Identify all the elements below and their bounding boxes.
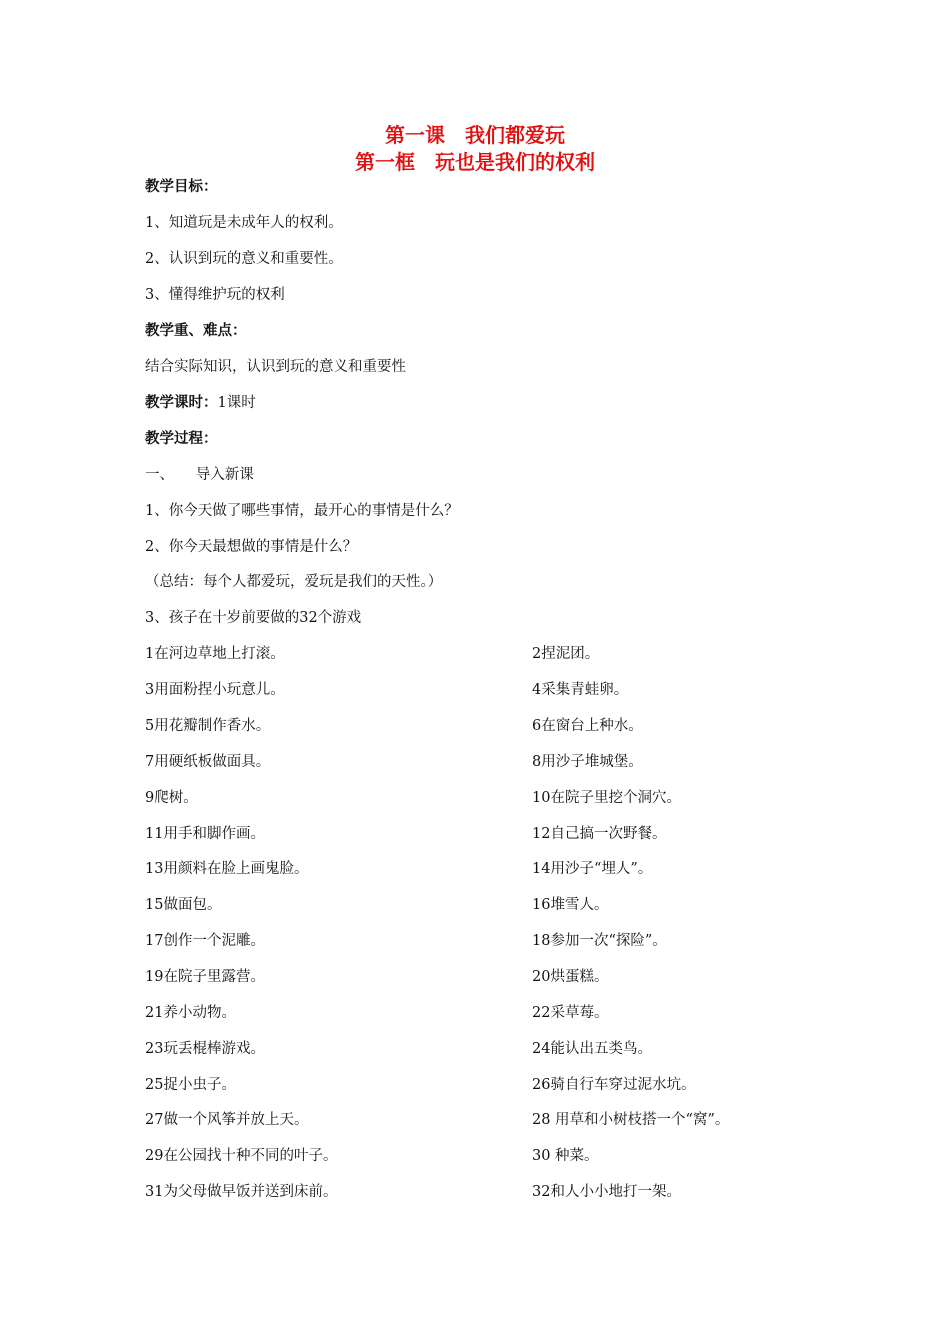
game-item: 1在河边草地上打滚。 [145,646,285,662]
game-item: 12自己搞一次野餐。 [532,826,667,842]
game-item: 2捏泥团。 [532,646,600,662]
game-item: 26骑自行车穿过泥水坑。 [532,1077,696,1093]
game-item: 11用手和脚作画。 [145,826,265,842]
key-points-text: 结合实际知识，认识到玩的意义和重要性 [145,359,406,375]
key-points-heading: 教学重、难点： [145,322,247,339]
game-item: 7用硬纸板做面具。 [145,754,271,770]
game-item: 31为父母做早饭并送到床前。 [145,1184,338,1200]
game-item: 13用颜料在脸上画鬼脸。 [145,861,309,877]
class-hours-label: 教学课时： [145,394,218,411]
game-item: 22采草莓。 [532,1005,609,1021]
game-item: 19在院子里露营。 [145,969,265,985]
question-1: 1、你今天做了哪些事情，最开心的事情是什么？ [145,503,459,519]
game-item: 32和人小小地打一架。 [532,1184,681,1200]
section-title: 第一框 玩也是我们的权利 [355,150,595,174]
game-item: 20烘蛋糕。 [532,969,609,985]
question-2: 2、你今天最想做的事情是什么？ [145,539,358,555]
game-item: 17创作一个泥雕。 [145,933,265,949]
goal-item: 2、认识到玩的意义和重要性。 [145,251,343,267]
goals-heading: 教学目标： [145,178,218,195]
game-item: 28 用草和小树枝搭一个“窝”。 [532,1112,730,1128]
game-item: 10在院子里挖个洞穴。 [532,790,681,806]
game-item: 4采集青蛙卵。 [532,682,629,698]
game-item: 14用沙子“埋人”。 [532,861,653,877]
goal-item: 1、知道玩是未成年人的权利。 [145,215,343,231]
game-item: 16堆雪人。 [532,897,609,913]
game-item: 24能认出五类鸟。 [532,1041,652,1057]
game-item: 5用花瓣制作香水。 [145,718,271,734]
game-item: 25捉小虫子。 [145,1077,236,1093]
game-item: 18参加一次“探险”。 [532,933,667,949]
process-heading: 教学过程： [145,430,218,447]
section-intro: 一、 导入新课 [145,467,254,483]
summary-note: （总结：每个人都爱玩，爱玩是我们的天性。） [145,574,443,590]
question-3: 3、孩子在十岁前要做的32个游戏 [145,610,362,626]
game-item: 29在公园找十种不同的叶子。 [145,1148,338,1164]
game-item: 8用沙子堆城堡。 [532,754,643,770]
game-item: 21养小动物。 [145,1005,236,1021]
game-item: 30 种菜。 [532,1148,599,1164]
game-item: 9爬树。 [145,790,198,806]
goal-item: 3、懂得维护玩的权利 [145,287,285,303]
game-item: 15做面包。 [145,897,222,913]
game-item: 3用面粉捏小玩意儿。 [145,682,285,698]
class-hours-value: 1课时 [217,395,256,411]
lesson-title: 第一课 我们都爱玩 [385,123,565,147]
game-item: 23玩丢棍棒游戏。 [145,1041,265,1057]
class-hours [145,393,256,413]
game-item: 27做一个风筝并放上天。 [145,1112,309,1128]
game-item: 6在窗台上种水。 [532,718,643,734]
